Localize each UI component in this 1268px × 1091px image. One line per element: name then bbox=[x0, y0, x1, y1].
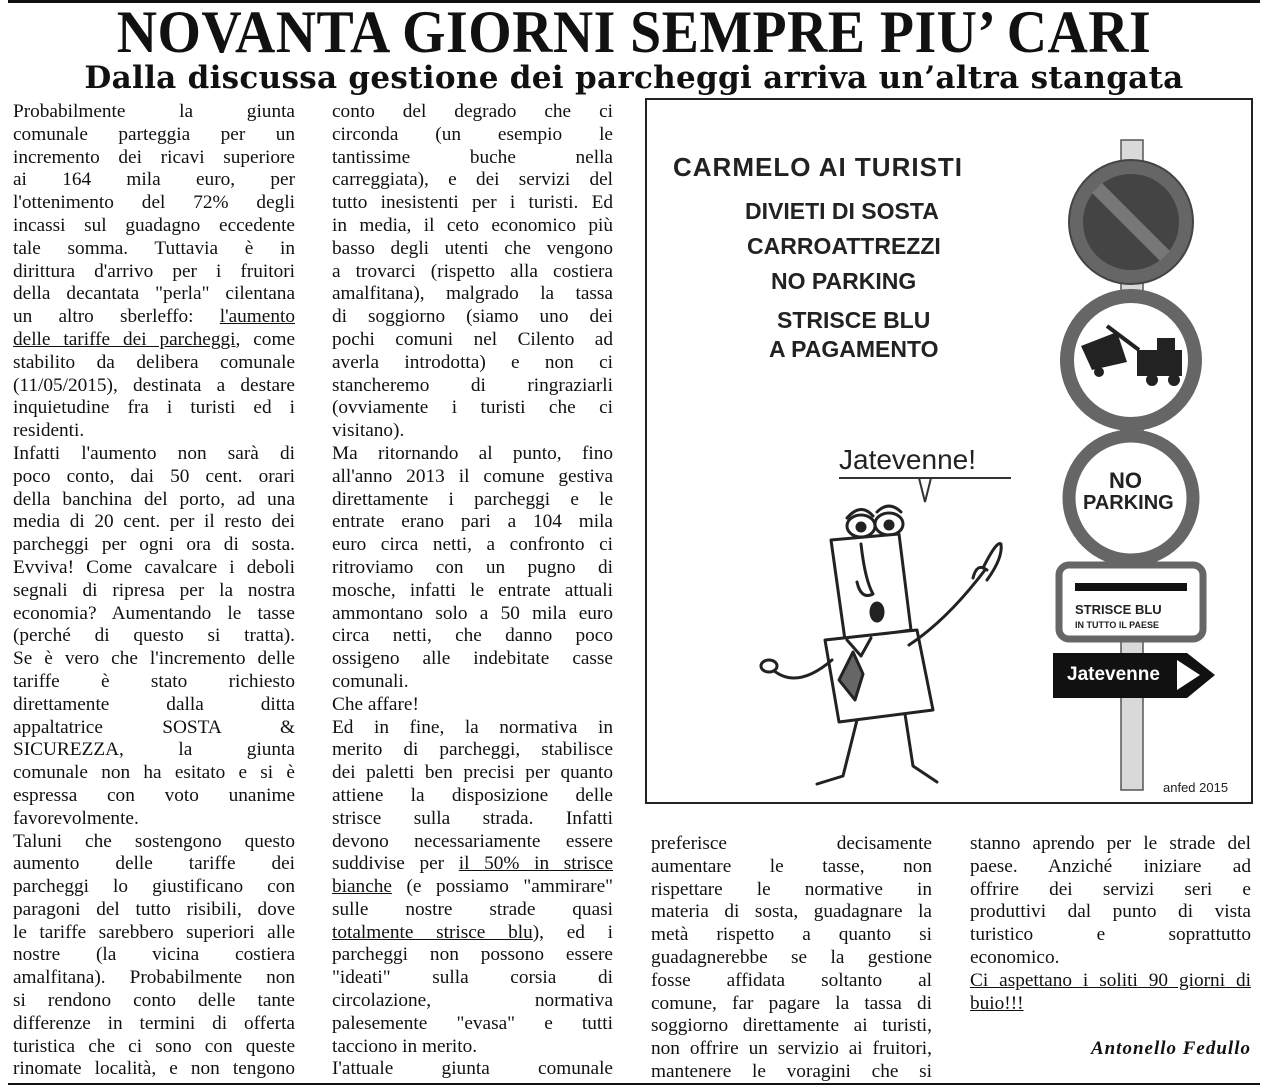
text-line: di soggiorno (siamo uno dei bbox=[332, 306, 613, 328]
article-column-4 bbox=[970, 833, 1251, 1015]
cartoon-line: NO PARKING bbox=[771, 268, 917, 294]
text-line: stanno aprendo per le strade del bbox=[970, 833, 1251, 854]
text-line: direttamente i parcheggi e le bbox=[332, 488, 613, 510]
cartoon-character bbox=[761, 506, 1001, 784]
underlined-phrase: bianche bbox=[332, 876, 392, 898]
text-line: "ideati" sulla corsia di bbox=[332, 967, 613, 989]
text-line: le tariffe sarebbero superiori alle bbox=[13, 921, 295, 943]
cartoon-illustration bbox=[645, 98, 1253, 804]
underlined-phrase: l'aumento bbox=[219, 306, 295, 328]
text-line: circa netti, che danno poco bbox=[332, 625, 613, 647]
text-line: direttamente dalla ditta bbox=[13, 693, 295, 715]
article-column-2 bbox=[332, 101, 613, 1081]
text-line: guadagnerebbe se la gestione bbox=[651, 946, 932, 968]
cartoon-line: A PAGAMENTO bbox=[769, 336, 939, 362]
text-line: turistica che ci sono con queste bbox=[13, 1035, 295, 1057]
text-line: SICUREZZA, la giunta bbox=[13, 739, 295, 761]
text-line: materia di sosta, guadagnare la bbox=[651, 901, 932, 923]
no-parking-sign-text: NO bbox=[1109, 468, 1142, 493]
text-line: nostre (la vicina costiera bbox=[13, 944, 295, 966]
no-parking-sign-text: PARKING bbox=[1083, 492, 1174, 514]
text-line: ritroviamo con un pugno di bbox=[332, 556, 613, 578]
text-line: si rendono conto delle tante bbox=[13, 990, 295, 1012]
text-line: inquietudine fra i turisti ed i bbox=[13, 397, 295, 419]
text-line: basso degli utenti che vengono bbox=[332, 237, 613, 259]
text-line: ossigeno alle indebitate casse bbox=[332, 648, 613, 670]
text-line: ai 164 mila euro, per bbox=[13, 169, 295, 191]
text-line: sulle nostre strade quasi bbox=[332, 898, 613, 920]
text-fragment: suddivise per bbox=[332, 853, 445, 875]
text-line: palesemente "evasa" e tutti bbox=[332, 1012, 613, 1034]
text-line: non offrire un servizio ai fruitori, bbox=[651, 1038, 932, 1060]
text-line: pochi comuni nel Cilento ad bbox=[332, 328, 613, 350]
text-line: aumento delle tariffe dei bbox=[13, 853, 295, 875]
text-line: visitano). bbox=[332, 420, 405, 442]
text-line: parcheggi per ogni ora di sosta. bbox=[13, 534, 295, 556]
text-line: entrate erano pari a 104 mila bbox=[332, 511, 613, 533]
text-line: paese. Anziché iniziare ad bbox=[970, 855, 1251, 877]
text-line: circonda (un esempio le bbox=[332, 123, 613, 145]
text-line: mantenere le voragini che si bbox=[651, 1060, 932, 1082]
text-line: rinomate località, e non tengono bbox=[13, 1058, 295, 1080]
text-line bbox=[332, 853, 613, 876]
strisce-sign-text: STRISCE BLU bbox=[1075, 602, 1162, 617]
text-line: turistico e soprattutto bbox=[970, 924, 1251, 946]
text-line: incremento dei ricavi superiore bbox=[13, 146, 295, 168]
text-line: (perché di questo si tratta). bbox=[13, 625, 295, 647]
text-line: euro circa netti, a confronto ci bbox=[332, 534, 613, 556]
text-line: strisce sulla strada. Infatti bbox=[332, 807, 613, 829]
text-line: Evviva! Come cavalcare i deboli bbox=[13, 556, 295, 578]
text-line: Probabilmente la giunta bbox=[13, 101, 295, 122]
text-line: dirittura d'arrivo per i fruitori bbox=[13, 260, 295, 282]
text-line: espressa con voto unanime bbox=[13, 784, 295, 806]
text-fragment: ), ed i bbox=[532, 921, 614, 943]
text-line: mosche, infatti le entrate attuali bbox=[332, 579, 613, 601]
text-line: tantissime buche nella bbox=[332, 146, 613, 168]
text-line: merito di parcheggi, stabilisce bbox=[332, 739, 613, 761]
text-line: Che affare! bbox=[332, 693, 419, 715]
speech-text: Jatevenne! bbox=[839, 444, 976, 475]
text-line: comunale parteggia per un bbox=[13, 123, 295, 145]
article-column-3 bbox=[651, 833, 932, 1084]
text-line: comunale non ha esitato e si è bbox=[13, 762, 295, 784]
underlined-phrase: buio!!! bbox=[970, 992, 1024, 1014]
article-column-1 bbox=[13, 101, 295, 1081]
underlined-phrase: delle tariffe dei parcheggi bbox=[13, 328, 236, 350]
underlined-phrase: il 50% in strisce bbox=[458, 853, 614, 875]
text-line: segnali di ripresa per la nostra bbox=[13, 579, 295, 601]
text-line: amalfitana). Probabilmente non bbox=[13, 967, 295, 989]
text-line: tutto inesistenti per i turisti. Ed bbox=[332, 192, 613, 214]
text-line: rispettare le normative in bbox=[651, 878, 932, 900]
text-line: Se è vero che l'incremento delle bbox=[13, 648, 295, 670]
cartoon-line: CARROATTREZZI bbox=[747, 233, 941, 259]
text-line: averla introdotta) e non ci bbox=[332, 351, 613, 373]
text-line: circolazione, normativa bbox=[332, 990, 613, 1012]
text-line: Ed in fine, la normativa in bbox=[332, 716, 613, 738]
text-line: economia? Aumentando le tasse bbox=[13, 602, 295, 624]
speech-bubble bbox=[839, 478, 1011, 502]
text-line: incassi sul guadagno eccedente bbox=[13, 214, 295, 236]
text-line: I'attuale giunta comunale bbox=[332, 1058, 613, 1080]
text-line: fosse affidata soltanto al bbox=[651, 969, 932, 991]
text-line: offrire dei servizi seri e bbox=[970, 878, 1251, 900]
text-line: amalfitana), malgrado la tassa bbox=[332, 283, 613, 305]
text-line: carreggiata), e dei servizi del bbox=[332, 169, 613, 191]
text-line: dei paletti ben precisi per quanto bbox=[332, 762, 613, 784]
cartoon-title: CARMELO AI TURISTI bbox=[673, 152, 964, 182]
text-line: Ma ritornando al punto, fino bbox=[332, 442, 613, 464]
cartoon-line: STRISCE BLU bbox=[777, 307, 931, 333]
text-line: parcheggi non possono essere bbox=[332, 944, 613, 966]
text-line: produttivi dal punto di vista bbox=[970, 901, 1251, 923]
text-line: paragoni del tutto risibili, dove bbox=[13, 898, 295, 920]
strisce-sign-text: IN TUTTO IL PAESE bbox=[1075, 620, 1160, 630]
text-line: all'anno 2013 il comune gestiva bbox=[332, 465, 613, 487]
text-line: in media, il ceto economico più bbox=[332, 214, 613, 236]
text-line: appaltatrice SOSTA & bbox=[13, 716, 295, 738]
text-line: parcheggi lo giustificano con bbox=[13, 876, 295, 898]
text-line bbox=[13, 306, 295, 329]
text-line: favorevolmente. bbox=[13, 807, 139, 829]
text-line: tale somma. Tuttavia è in bbox=[13, 237, 295, 259]
text-line: residenti. bbox=[13, 420, 85, 442]
text-line: tacciono in merito. bbox=[332, 1035, 478, 1057]
text-fragment: (e possiamo "ammirare" bbox=[406, 876, 613, 898]
bottom-rule bbox=[8, 1083, 1260, 1085]
text-line: Infatti l'aumento non sarà di bbox=[13, 442, 295, 464]
text-line: della banchina del porto, ad una bbox=[13, 488, 295, 510]
text-line: l'ottenimento del 72% degli bbox=[13, 192, 295, 214]
text-line: soggiorno direttamente ai turisti, bbox=[651, 1015, 932, 1037]
text-line: poco conto, dai 50 cent. orari bbox=[13, 465, 295, 487]
subheadline: Dalla discussa gestione dei parcheggi arriva un’altra stangata bbox=[84, 60, 1184, 96]
text-line: metà rispetto a quanto si bbox=[651, 924, 932, 946]
text-line: media di 20 cent. per il resto dei bbox=[13, 511, 295, 533]
author-signature: Antonello Fedullo bbox=[1090, 1038, 1251, 1059]
text-line: (11/05/2015), destinata a destare bbox=[13, 374, 295, 396]
arrow-sign-text: Jatevenne bbox=[1067, 664, 1160, 685]
text-line: stabilito da delibera comunale bbox=[13, 351, 295, 373]
text-line: differenze in termini di offerta bbox=[13, 1012, 295, 1034]
text-line: comunali. bbox=[332, 670, 409, 692]
text-line: a trovarci (rispetto alla costiera bbox=[332, 260, 613, 282]
text-line: della decantata "perla" cilentana bbox=[13, 283, 295, 305]
text-fragment: , come bbox=[235, 328, 295, 350]
text-line: economico. bbox=[970, 946, 1060, 968]
text-line: tariffe è stato richiesto bbox=[13, 670, 295, 692]
text-line: attiene la disposizione delle bbox=[332, 784, 613, 806]
text-line: aumentare le tasse, non bbox=[651, 855, 932, 877]
text-line bbox=[332, 876, 613, 899]
underlined-phrase: Ci aspettano i soliti 90 giorni di bbox=[970, 969, 1251, 991]
text-line: comune, far pagare la tassa di bbox=[651, 992, 932, 1014]
cartoon-line: DIVIETI DI SOSTA bbox=[745, 198, 939, 224]
headline: NOVANTA GIORNI SEMPRE PIU’ CARI bbox=[116, 0, 1152, 65]
text-line: conto del degrado che ci bbox=[332, 101, 613, 122]
text-line bbox=[332, 922, 613, 945]
text-line: devono necessariamente essere bbox=[332, 830, 613, 852]
underlined-phrase: totalmente strisce blu bbox=[332, 921, 533, 943]
text-line: ammontano solo a 50 mila euro bbox=[332, 602, 613, 624]
text-line: Taluni che sostengono questo bbox=[13, 830, 295, 852]
text-line: (ovviamente i turisti che ci bbox=[332, 397, 613, 419]
blue-stripe-mark bbox=[1075, 583, 1187, 591]
text-line: preferisce decisamente bbox=[651, 833, 932, 854]
text-line bbox=[13, 329, 295, 352]
text-line: stancheremo di ringraziarli bbox=[332, 374, 613, 396]
text-fragment: un altro sberleffo: bbox=[13, 306, 194, 328]
cartoon-credit: anfed 2015 bbox=[1163, 780, 1229, 795]
